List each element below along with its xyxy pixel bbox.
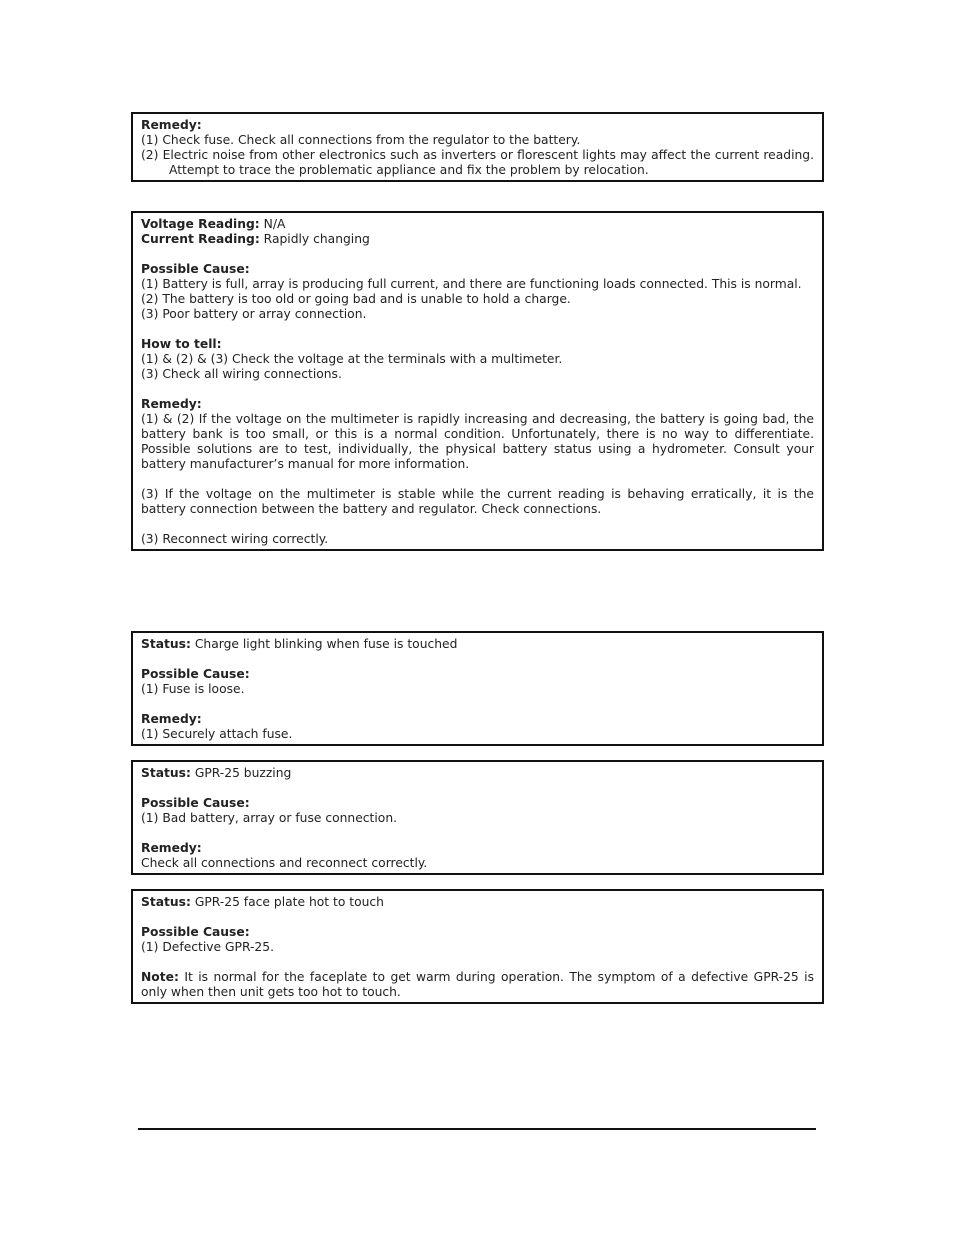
status-box-fuse <box>131 631 824 746</box>
status-label: Status: <box>141 895 191 909</box>
status-value: GPR-25 buzzing <box>190 766 292 780</box>
remedy-box-1 <box>131 112 824 182</box>
how-to-tell-label: How to tell: <box>141 337 222 351</box>
note-label: Note: <box>141 970 179 984</box>
how-to-tell-item: (3) Check all wiring connections. <box>141 367 342 381</box>
remedy-item: Check all connections and reconnect correctly. <box>141 856 428 870</box>
current-label: Current Reading: <box>141 232 260 246</box>
status-value: Charge light blinking when fuse is touched <box>190 637 458 651</box>
cause-item: (3) Poor battery or array connection. <box>141 307 367 321</box>
remedy-item: (3) Reconnect wiring correctly. <box>141 532 329 546</box>
remedy-item: (1) Check fuse. Check all connections from the regulator to the battery. <box>141 133 581 147</box>
cause-label: Possible Cause: <box>141 262 250 276</box>
footer-rule <box>138 1128 816 1130</box>
note-paragraph <box>141 970 814 1000</box>
cause-label: Possible Cause: <box>141 796 250 810</box>
voltage-label: Voltage Reading: <box>141 217 260 231</box>
cause-label: Possible Cause: <box>141 667 250 681</box>
remedy-item: (1) Securely attach fuse. <box>141 727 293 741</box>
cause-item: (1) Bad battery, array or fuse connection. <box>141 811 398 825</box>
voltage-value: N/A <box>259 217 286 231</box>
voltage-current-box <box>131 211 824 551</box>
cause-item: (1) Fuse is loose. <box>141 682 245 696</box>
remedy-item: (1) & (2) If the voltage on the multimeter is rapidly increasing and decreasing, the battery is going bad, the battery bank is too small, or this is a normal condition. Unfortunately, there is no way to differentiate. Possible solutions are to test, individually, the physical battery status using a hydrometer. Consult your battery manufacturer’s manual for more information. <box>141 412 814 471</box>
note-value: It is normal for the faceplate to get warm during operation. The symptom of a defective GPR-25 is only when then unit gets too hot to touch. <box>141 970 814 999</box>
current-value: Rapidly changing <box>259 232 370 246</box>
cause-item: (2) The battery is too old or going bad and is unable to hold a charge. <box>141 292 571 306</box>
status-box-buzzing <box>131 760 824 875</box>
how-to-tell-item: (1) & (2) & (3) Check the voltage at the terminals with a multimeter. <box>141 352 563 366</box>
cause-label: Possible Cause: <box>141 925 250 939</box>
remedy-label: Remedy: <box>141 397 202 411</box>
cause-item: (1) Battery is full, array is producing full current, and there are functioning loads connected. This is normal. <box>141 277 802 291</box>
remedy-item: (2) Electric noise from other electronics such as inverters or florescent lights may affect the current reading. Attempt to trace the problematic appliance and fix the problem by relocation. <box>141 148 814 177</box>
remedy-label: Remedy: <box>141 841 202 855</box>
cause-item: (1) Defective GPR-25. <box>141 940 274 954</box>
remedy-label: Remedy: <box>141 712 202 726</box>
remedy-item: (3) If the voltage on the multimeter is stable while the current reading is behaving erratically, it is the battery connection between the battery and regulator. Check connections. <box>141 487 814 516</box>
status-box-hot <box>131 889 824 1004</box>
status-label: Status: <box>141 637 191 651</box>
remedy-label: Remedy: <box>141 118 202 132</box>
status-value: GPR-25 face plate hot to touch <box>190 895 384 909</box>
status-label: Status: <box>141 766 191 780</box>
